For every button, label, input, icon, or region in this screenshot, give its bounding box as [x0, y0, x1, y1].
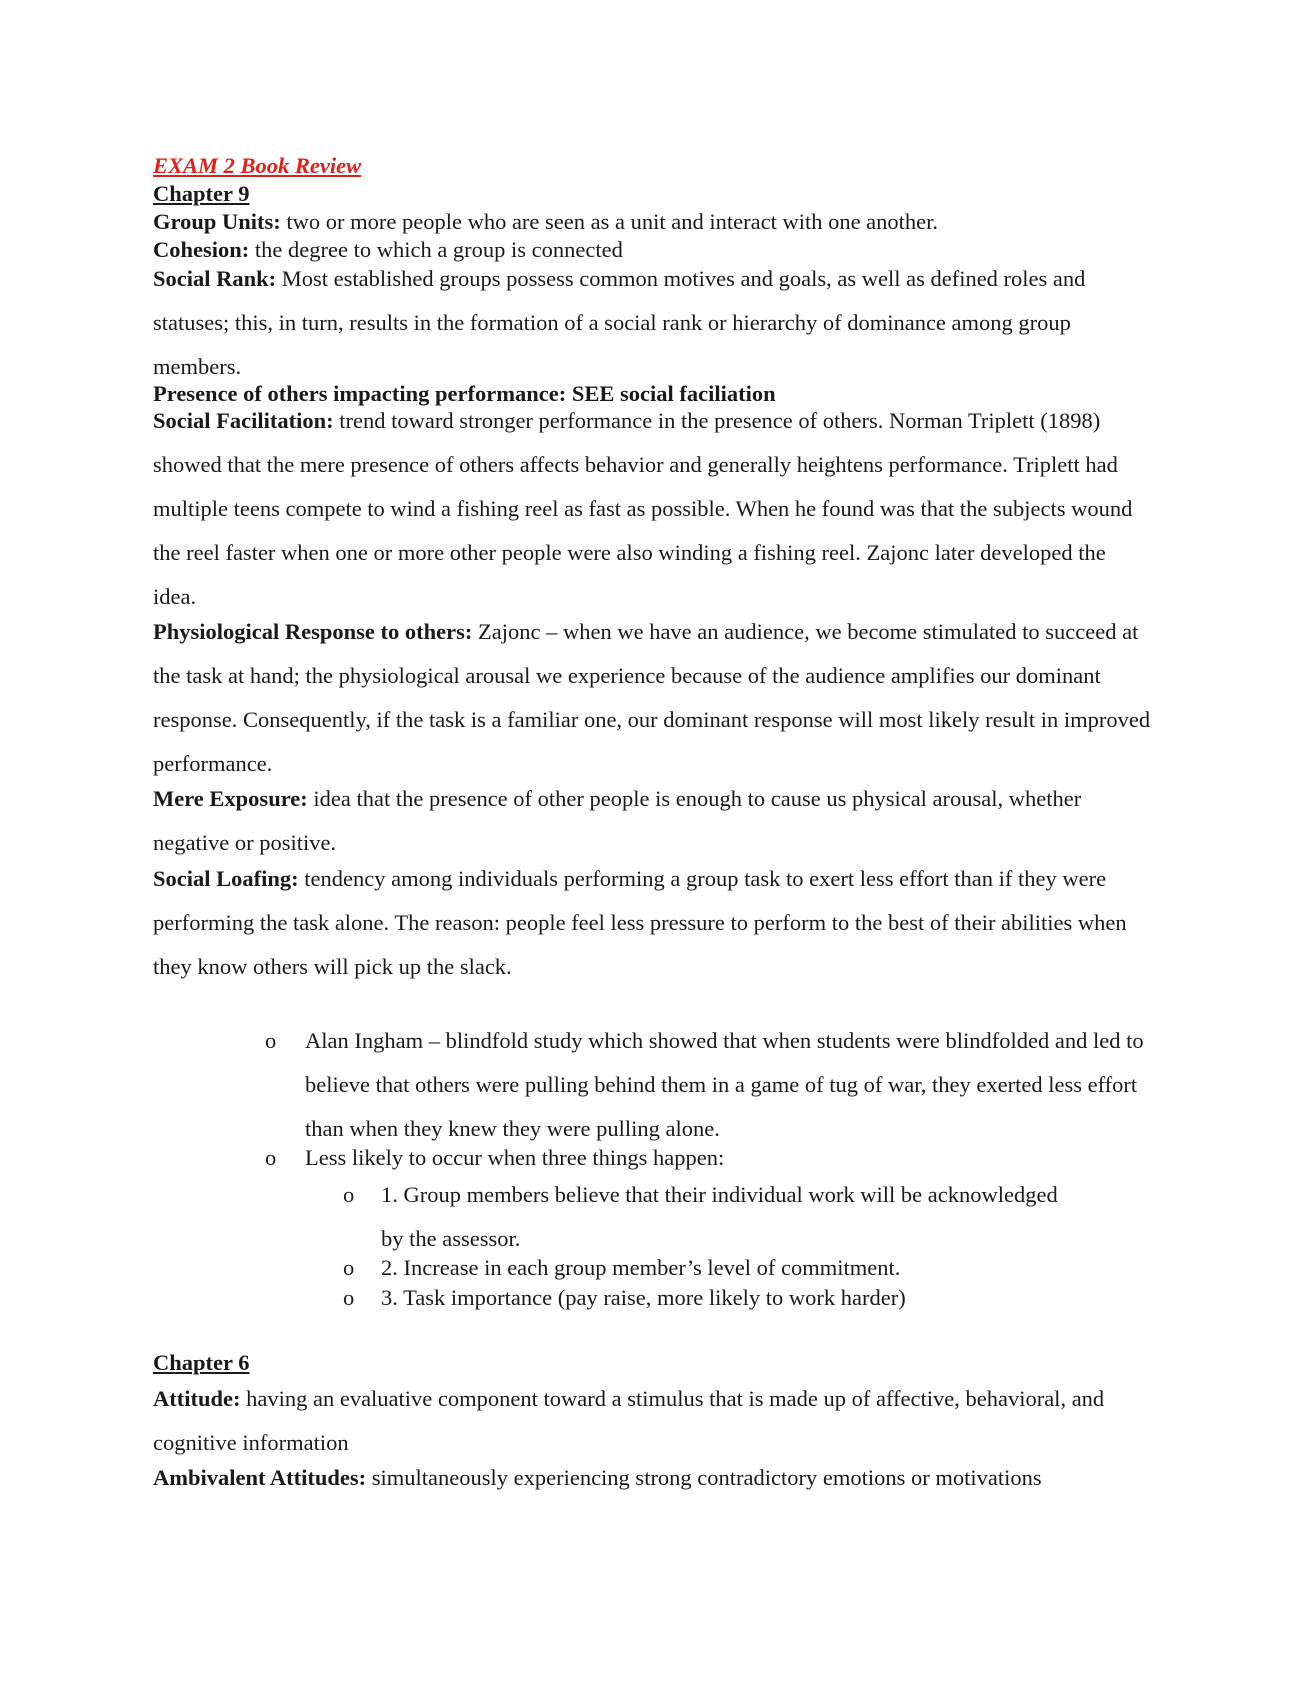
term-label: Social Facilitation: — [153, 408, 334, 433]
list-item — [153, 1173, 1081, 1261]
definition-ambivalent-attitudes — [153, 1456, 1153, 1500]
definition-group-units — [153, 208, 1153, 236]
definition-social-loafing — [153, 857, 1153, 989]
term-label: Attitude: — [153, 1386, 241, 1411]
chapter-6-heading: Chapter 6 — [153, 1350, 250, 1375]
list-item-text: 2. Increase in each group member’s level of commitment. — [381, 1255, 901, 1280]
definition-text: simultaneously experiencing strong contradictory emotions or motivations — [366, 1465, 1042, 1490]
list-item — [153, 1253, 1153, 1283]
bullet-icon: o — [343, 1255, 355, 1280]
chapter-9-heading: Chapter 9 — [153, 181, 250, 206]
list-item-text: Less likely to occur when three things happen: — [305, 1145, 725, 1170]
document-title: EXAM 2 Book Review — [153, 153, 362, 178]
list-item — [153, 1143, 1153, 1173]
definition-physiological-response — [153, 610, 1153, 786]
term-label: Social Loafing: — [153, 866, 299, 891]
definition-social-rank — [153, 257, 1153, 389]
definition-text: having an evaluative component toward a stimulus that is made up of affective, behavioral, and cognitive information — [153, 1386, 1105, 1455]
presence-heading: Presence of others impacting performance: SEE social faciliation — [153, 381, 776, 406]
definition-text: Zajonc – when we have an audience, we become stimulated to succeed at the task at hand; the physiological arousal we experience because of the audience amplifies our dominant response. Consequently, if the task is a familiar one, our dominant response will most likely result in improved performance. — [153, 619, 1151, 776]
definition-text: trend toward stronger performance in the presence of others. Norman Triplett (1898) showed that the mere presence of others affects behavior and generally heightens performance. Triplett had multiple teens compete to wind a fishing reel as fast as possible. When he found was that the subjects wound the reel faster when one or more other people were also winding a fishing reel. Zajonc later developed the idea. — [153, 408, 1133, 609]
definition-mere-exposure — [153, 777, 1153, 865]
term-label: Mere Exposure: — [153, 786, 308, 811]
list-item — [153, 1283, 1153, 1313]
bullet-icon: o — [265, 1145, 277, 1170]
term-label: Physiological Response to others: — [153, 619, 473, 644]
term-label: Group Units: — [153, 209, 281, 234]
bullet-icon: o — [343, 1285, 355, 1310]
bullet-icon: o — [343, 1182, 355, 1207]
term-label: Ambivalent Attitudes: — [153, 1465, 367, 1490]
definition-text: two or more people who are seen as a unit and interact with one another. — [280, 209, 939, 234]
list-item-text: 3. Task importance (pay raise, more likely to work harder) — [381, 1285, 906, 1310]
bullet-icon: o — [265, 1028, 277, 1053]
term-label: Social Rank: — [153, 266, 277, 291]
definition-attitude — [153, 1377, 1153, 1465]
definition-text: tendency among individuals performing a group task to exert less effort than if they were performing the task alone. The reason: people feel less pressure to perform to the best of their abilities when they know others will pick up the slack. — [153, 866, 1127, 979]
document-page — [153, 152, 1153, 1500]
definition-social-facilitation — [153, 399, 1153, 619]
definition-text: idea that the presence of other people is enough to cause us physical arousal, whether negative or positive. — [153, 786, 1082, 855]
social-loafing-bullets — [153, 1019, 1153, 1173]
list-item — [153, 1019, 1153, 1151]
conditions-list — [153, 1173, 1153, 1313]
section-spacer — [153, 1313, 1153, 1349]
list-item-text: Alan Ingham – blindfold study which showed that when students were blindfolded and led to believe that others were pulling behind them in a game of tug of war, they exerted less effort than when they knew they were pulling alone. — [305, 1028, 1144, 1141]
term-label: Cohesion: — [153, 237, 250, 262]
definition-text: the degree to which a group is connected — [249, 237, 623, 262]
definition-text: Most established groups possess common motives and goals, as well as defined roles and statuses; this, in turn, results in the formation of a social rank or hierarchy of dominance among group members. — [153, 266, 1086, 379]
list-item-text: 1. Group members believe that their individual work will be acknowledged by the assessor. — [381, 1182, 1058, 1251]
